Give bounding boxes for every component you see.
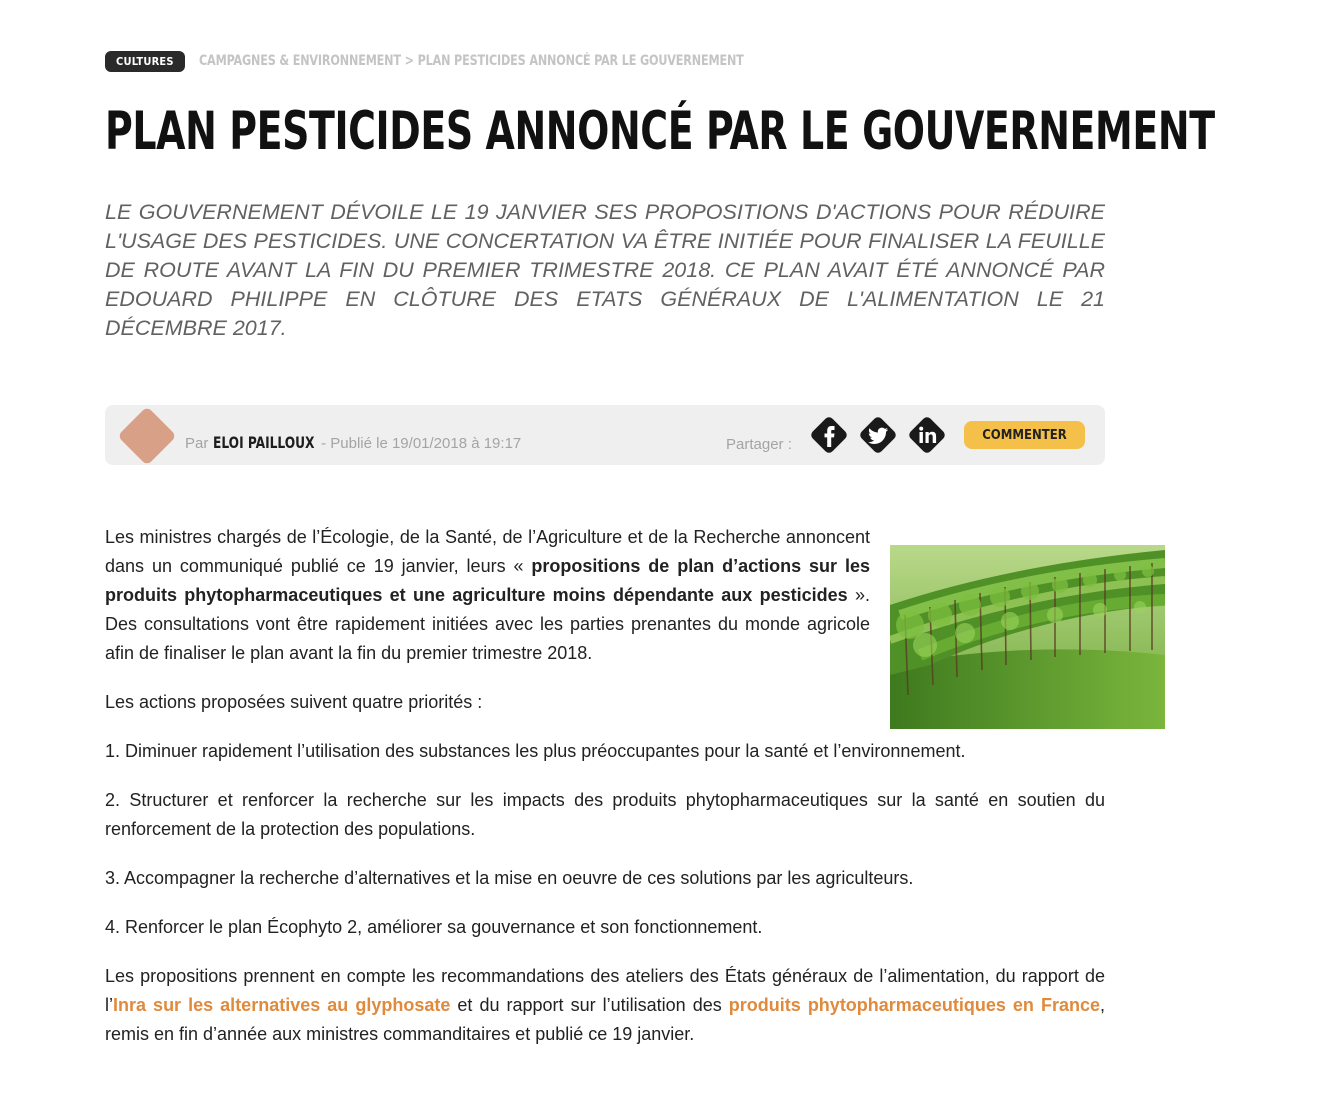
priority-item: 3. Accompagner la recherche d’alternatives et la mise en oeuvre de ces solutions par les agriculteurs. [105,868,914,888]
priority-item: 1. Diminuer rapidement l’utilisation des substances les plus préoccupantes pour la santé et l’environnement. [105,741,966,761]
paragraph-text: , remis en fin d’année aux ministres commanditaires et publié ce 19 janvier. [105,995,1105,1044]
paragraph-text: et du rapport sur l’utilisation des [450,995,729,1015]
byline-bar [105,405,1105,465]
paragraph-priorities-intro: Les actions proposées suivent quatre priorités : [105,692,483,712]
page-title: PLAN PESTICIDES ANNONCÉ PAR LE GOUVERNEMENT [105,101,1215,162]
linkedin-share-button[interactable] [904,412,950,458]
byline-text [185,433,521,452]
category-tag[interactable]: CULTURES [105,51,185,72]
share-label: Partager : [726,436,792,453]
byline-prefix: Par [185,435,209,452]
facebook-share-button[interactable] [806,412,852,458]
phyto-report-link[interactable]: produits phytopharmaceutiques en France [728,995,1100,1015]
author-avatar[interactable] [117,406,177,466]
twitter-share-button[interactable] [855,412,901,458]
twitter-icon [855,412,901,458]
comment-button[interactable]: COMMENTER [964,421,1085,449]
breadcrumb-link[interactable]: CAMPAGNES & ENVIRONNEMENT > PLAN PESTICIDES ANNONCÉ PAR LE GOUVERNEMENT [198,53,744,69]
paragraph-text: Les propositions prennent en compte les recommandations des ateliers des États généraux de l’alimentation, du rapport de l’ [105,966,1105,1015]
priority-item: 2. Structurer et renforcer la recherche sur les impacts des produits phytopharmaceutiques sur la santé en soutien du renforcement de la protection des populations. [105,790,1105,839]
breadcrumb-path [199,53,744,69]
article-body [105,523,1105,1069]
breadcrumb [105,50,832,72]
paragraph-text: ». Des consultations vont être rapidement initiées avec les parties prenantes du monde agricole afin de finaliser le plan avant la fin du premier trimestre 2018. [105,585,871,663]
paragraph-bold: propositions de plan d’actions sur les produits phytopharmaceutiques et une agriculture moins dépendante aux pesticides [105,556,870,605]
publish-date: - Publié le 19/01/2018 à 19:17 [321,435,522,452]
inra-report-link[interactable]: Inra sur les alternatives au glyphosate [113,995,451,1015]
priority-item: 4. Renforcer le plan Écophyto 2, améliorer sa gouvernance et son fonctionnement. [105,917,763,937]
article-lede: LE GOUVERNEMENT DÉVOILE LE 19 JANVIER SES PROPOSITIONS D'ACTIONS POUR RÉDUIRE L'USAGE DES PESTICIDES. UNE CONCERTATION VA ÊTRE INITIÉE POUR FINALISER LA FEUILLE DE ROUTE AVANT LA FIN DU PREMIER TRIMESTRE 2018. CE PLAN AVAIT ÉTÉ ANNONCÉ PAR EDOUARD PHILIPPE EN CLÔTURE DES ETATS GÉNÉRAUX DE L'ALIMENTATION LE 21 DÉCEMBRE 2017. [105,200,1105,340]
facebook-icon [806,412,852,458]
paragraph-intro [105,523,870,668]
author-name[interactable]: ELOI PAILLOUX [212,433,315,452]
paragraph-sources [105,962,1105,1049]
linkedin-icon [904,412,950,458]
paragraph-text: Les ministres chargés de l’Écologie, de la Santé, de l’Agriculture et de la Recherche annoncent dans un communiqué publié ce 19 janvier, leurs « [105,527,870,576]
